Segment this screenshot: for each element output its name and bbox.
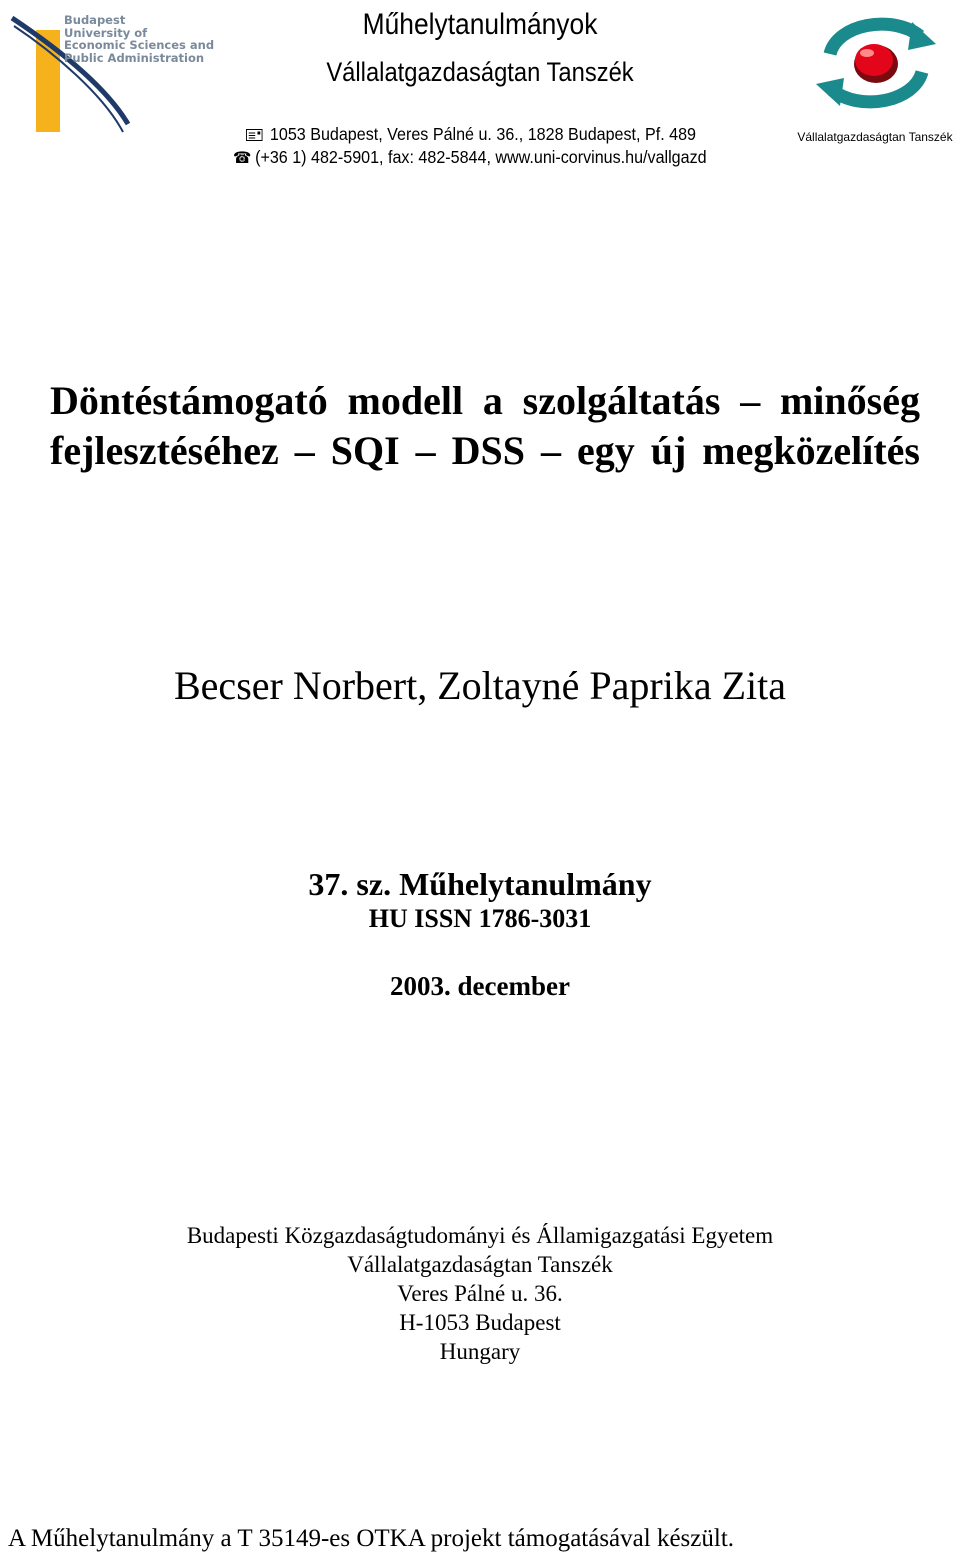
contact-text: (+36 1) 482-5901, fax: 482-5844, www.uni-corvinus.hu/vallgazd: [255, 147, 707, 167]
department-header: Vállalatgazdaságtan Tanszék: [326, 57, 634, 87]
document-title: [50, 376, 920, 476]
telephone-icon: ☎: [233, 150, 252, 167]
address-text: 1053 Budapest, Veres Pálné u. 36., 1828 Budapest, Pf. 489: [269, 124, 697, 144]
cycle-arrows-logo-icon: [812, 14, 940, 114]
envelope-icon: [246, 129, 263, 141]
address-line: [246, 124, 696, 145]
funding-note: A Műhelytanulmány a T 35149-es OTKA projekt támogatásával készült.: [8, 1525, 735, 1552]
institution-line: H-1053 Budapest: [399, 1310, 561, 1335]
logo-text-line: Public Administration: [64, 50, 205, 65]
institution-line: Vállalatgazdaságtan Tanszék: [347, 1252, 613, 1277]
paper-number: 37. sz. Műhelytanulmány: [308, 866, 652, 902]
institution-line: Hungary: [439, 1339, 521, 1364]
publication-date: 2003. december: [390, 971, 570, 1001]
institution-address: [0, 1221, 960, 1366]
title-line-2: fejlesztéséhez – SQI – DSS – egy új megközelítés: [50, 428, 920, 473]
logo-text-line: University of: [64, 25, 148, 40]
department-logo-caption: Vállalatgazdaságtan Tanszék: [797, 130, 953, 144]
logo-text-line: Budapest: [64, 13, 126, 27]
title-line-1: Döntéstámogató modell a szolgáltatás – minőség: [50, 378, 920, 423]
department-logo: [812, 14, 940, 114]
institution-line: Budapesti Közgazdaságtudományi és Államigazgatási Egyetem: [186, 1223, 774, 1248]
issn: HU ISSN 1786-3031: [368, 904, 592, 933]
contact-line: [233, 147, 707, 168]
logo-text-line: Economic Sciences and: [64, 38, 215, 52]
authors: Becser Norbert, Zoltayné Paprika Zita: [174, 663, 786, 708]
institution-line: Veres Pálné u. 36.: [397, 1281, 563, 1306]
series-title: Műhelytanulmányok: [362, 8, 598, 41]
